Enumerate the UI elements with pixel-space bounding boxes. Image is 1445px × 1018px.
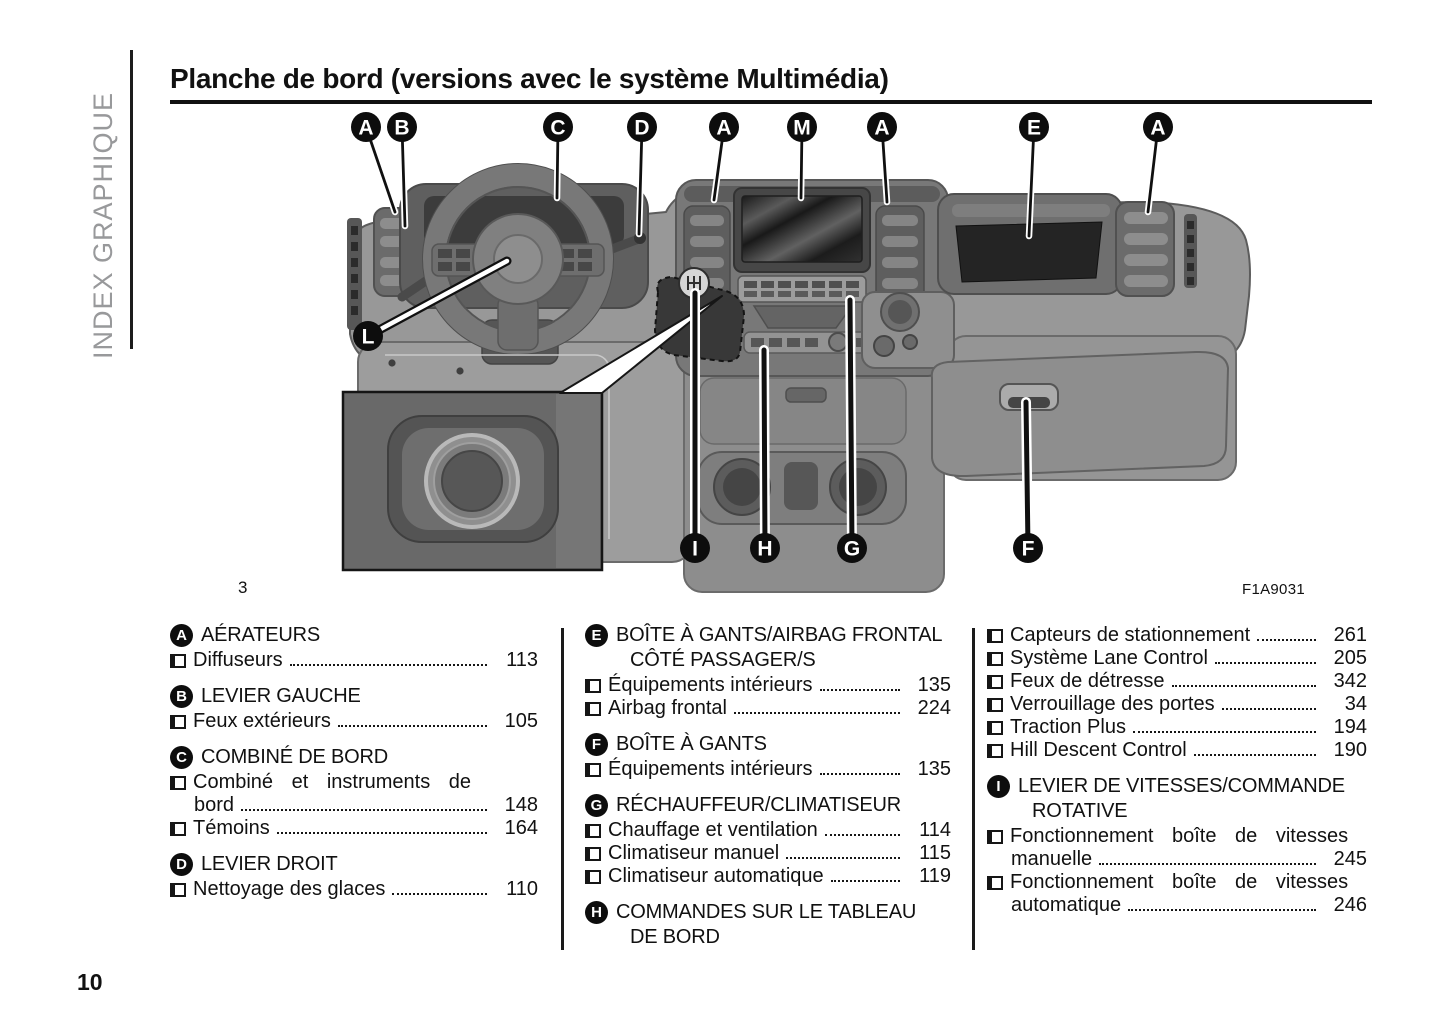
list-bullet-icon	[170, 654, 186, 668]
entry-page-number: 135	[917, 758, 951, 780]
entry-label: Hill Descent Control	[1010, 739, 1187, 761]
index-section-header	[585, 733, 951, 756]
list-bullet-icon	[987, 629, 1003, 643]
callout-badge-c: C	[170, 746, 193, 769]
svg-text:A: A	[874, 116, 890, 140]
index-block	[585, 733, 951, 781]
index-block	[170, 853, 538, 901]
svg-text:F: F	[1021, 537, 1035, 561]
index-entry	[585, 865, 951, 888]
section-title-continued: ROTATIVE	[1032, 800, 1128, 822]
dot-leader	[1215, 662, 1316, 664]
list-bullet-icon	[987, 830, 1003, 844]
entry-label: Équipements intérieurs	[608, 758, 813, 780]
callout-c	[543, 112, 573, 142]
callout-a	[867, 112, 897, 142]
glovebox-door	[932, 352, 1228, 476]
entry-page-number: 190	[1333, 739, 1367, 761]
index-entry	[585, 674, 951, 697]
index-entry	[987, 647, 1367, 670]
callout-i	[680, 533, 710, 563]
svg-text:A: A	[716, 116, 732, 140]
list-bullet-icon	[987, 876, 1003, 890]
list-bullet-icon	[987, 721, 1003, 735]
list-bullet-icon	[987, 652, 1003, 666]
entry-label: bord	[194, 794, 235, 816]
entry-label: Feux de détresse	[1010, 670, 1165, 692]
index-entry	[987, 848, 1367, 871]
entry-page-number: 205	[1333, 647, 1367, 669]
section-title: AÉRATEURS	[201, 624, 320, 646]
dot-leader	[392, 893, 487, 895]
svg-text:D: D	[634, 116, 650, 140]
entry-label: Traction Plus	[1010, 716, 1126, 738]
svg-text:B: B	[394, 116, 410, 140]
dot-leader	[241, 809, 487, 811]
index-column-2	[585, 624, 951, 951]
index-block	[987, 624, 1367, 762]
list-bullet-icon	[987, 698, 1003, 712]
index-entry	[585, 758, 951, 781]
entry-page-number: 246	[1333, 894, 1367, 916]
list-bullet-icon	[170, 776, 186, 790]
entry-label: Combiné et instruments de	[193, 771, 472, 793]
index-entry	[987, 825, 1367, 848]
entry-page-number: 148	[504, 794, 538, 816]
dot-leader	[1099, 863, 1316, 865]
column-divider-2	[972, 628, 975, 950]
svg-text:G: G	[843, 537, 861, 561]
index-column-3	[987, 624, 1367, 917]
entry-label: Équipements intérieurs	[608, 674, 813, 696]
index-section-header	[170, 853, 538, 876]
index-entry	[987, 693, 1367, 716]
dot-leader	[338, 725, 487, 727]
index-section-header	[585, 794, 951, 817]
index-entry	[987, 716, 1367, 739]
section-title: COMBINÉ DE BORD	[201, 746, 389, 768]
section-title: LEVIER GAUCHE	[201, 685, 361, 707]
dot-leader	[786, 857, 900, 859]
list-bullet-icon	[585, 824, 601, 838]
callout-badge-b: B	[170, 685, 193, 708]
entry-page-number: 224	[917, 697, 951, 719]
svg-text:H: H	[757, 537, 773, 561]
dot-leader	[734, 712, 900, 714]
entry-label: Capteurs de stationnement	[1010, 624, 1251, 646]
dot-leader	[277, 832, 487, 834]
list-bullet-icon	[585, 870, 601, 884]
index-entry	[170, 817, 538, 840]
svg-text:I: I	[692, 537, 698, 561]
svg-text:C: C	[550, 116, 566, 140]
dot-leader	[1128, 909, 1316, 911]
index-entry	[170, 710, 538, 733]
index-block	[585, 901, 951, 949]
dot-leader	[831, 880, 900, 882]
entry-label: Système Lane Control	[1010, 647, 1208, 669]
index-block	[987, 775, 1367, 917]
callout-h	[750, 533, 780, 563]
entry-page-number: 34	[1344, 693, 1367, 715]
entry-page-number: 114	[919, 819, 951, 841]
callout-a	[709, 112, 739, 142]
list-bullet-icon	[585, 847, 601, 861]
list-bullet-icon	[585, 763, 601, 777]
index-entry	[585, 842, 951, 865]
list-bullet-icon	[585, 702, 601, 716]
entry-page-number: 261	[1333, 624, 1367, 646]
list-bullet-icon	[170, 883, 186, 897]
callout-g	[837, 533, 867, 563]
index-entry	[170, 794, 538, 817]
callout-f	[1013, 533, 1043, 563]
index-entry	[585, 697, 951, 720]
dashboard-diagram	[330, 95, 1280, 595]
svg-text:A: A	[358, 116, 374, 140]
callout-badge-i: I	[987, 775, 1010, 798]
list-bullet-icon	[585, 679, 601, 693]
section-title: COMMANDES SUR LE TABLEAU	[616, 901, 917, 923]
entry-label: Nettoyage des glaces	[193, 878, 386, 900]
entry-page-number: 194	[1333, 716, 1367, 738]
svg-text:E: E	[1026, 116, 1042, 140]
list-bullet-icon	[170, 822, 186, 836]
entry-page-number: 342	[1333, 670, 1367, 692]
callout-l	[353, 321, 383, 351]
dot-leader	[1194, 754, 1316, 756]
list-bullet-icon	[987, 744, 1003, 758]
entry-page-number: 245	[1333, 848, 1367, 870]
callout-badge-e: E	[585, 624, 608, 647]
entry-label: automatique	[1011, 894, 1122, 916]
entry-label: Verrouillage des portes	[1010, 693, 1215, 715]
callout-badge-h: H	[585, 901, 608, 924]
dot-leader	[1133, 731, 1316, 733]
cup-holder-module	[862, 292, 954, 368]
index-block	[585, 794, 951, 888]
entry-label: Fonctionnement boîte de vitesses	[1010, 871, 1349, 893]
svg-text:M: M	[793, 116, 811, 140]
callout-badge-a: A	[170, 624, 193, 647]
entry-page-number: 110	[506, 878, 538, 900]
index-entry	[987, 624, 1367, 647]
callout-badge-d: D	[170, 853, 193, 876]
entry-label: Chauffage et ventilation	[608, 819, 818, 841]
entry-label: Témoins	[193, 817, 270, 839]
entry-label: manuelle	[1011, 848, 1093, 870]
entry-page-number: 119	[919, 865, 951, 887]
index-block	[585, 624, 951, 720]
dot-leader	[825, 834, 900, 836]
dot-leader	[290, 664, 487, 666]
entry-label: Climatiseur manuel	[608, 842, 780, 864]
index-section-header	[170, 746, 538, 769]
sidebar-vertical-label: INDEX GRAPHIQUE	[88, 91, 118, 359]
section-title: RÉCHAUFFEUR/CLIMATISEUR	[616, 794, 902, 816]
right-air-vent	[1116, 202, 1197, 296]
callout-d	[627, 112, 657, 142]
section-title: LEVIER DROIT	[201, 853, 338, 875]
index-section-header	[170, 624, 538, 647]
entry-page-number: 164	[504, 817, 538, 839]
figure-code: F1A9031	[1242, 581, 1305, 598]
dot-leader	[1257, 639, 1316, 641]
svg-text:A: A	[1150, 116, 1166, 140]
section-title-continued: CÔTÉ PASSAGER/S	[630, 649, 816, 671]
index-section-header	[170, 685, 538, 708]
page-title: Planche de bord (versions avec le système Multimédia)	[170, 64, 1372, 104]
callout-m	[787, 112, 817, 142]
list-bullet-icon	[987, 675, 1003, 689]
rotary-knob	[442, 451, 502, 511]
dot-leader	[1222, 708, 1316, 710]
entry-label: Airbag frontal	[608, 697, 727, 719]
console-cup-holders	[698, 378, 906, 524]
entry-page-number: 105	[504, 710, 538, 732]
callout-badge-g: G	[585, 794, 608, 817]
entry-page-number: 113	[506, 649, 538, 671]
dot-leader	[820, 689, 900, 691]
callout-badge-f: F	[585, 733, 608, 756]
callout-a	[351, 112, 381, 142]
page-number: 10	[77, 969, 103, 995]
index-entry	[170, 878, 538, 901]
index-block	[170, 746, 538, 840]
callout-b	[387, 112, 417, 142]
index-entry	[987, 894, 1367, 917]
dot-leader	[1172, 685, 1316, 687]
column-divider-1	[561, 628, 564, 950]
callout-a	[1143, 112, 1173, 142]
index-entry	[987, 871, 1367, 894]
section-title-continued: DE BORD	[630, 926, 720, 948]
entry-label: Feux extérieurs	[193, 710, 331, 732]
section-title: LEVIER DE VITESSES/COMMANDE	[1018, 775, 1345, 797]
entry-label: Climatiseur automatique	[608, 865, 824, 887]
index-block	[170, 624, 538, 672]
section-title: BOÎTE À GANTS/AIRBAG FRONTAL	[616, 624, 943, 646]
entry-page-number: 115	[919, 842, 951, 864]
figure-number: 3	[238, 578, 248, 597]
list-bullet-icon	[170, 715, 186, 729]
index-entry	[170, 649, 538, 672]
index-entry	[987, 739, 1367, 762]
index-column-1	[170, 624, 538, 901]
left-side-vent-strip	[347, 218, 362, 330]
index-block	[170, 685, 538, 733]
index-section-header	[585, 901, 951, 924]
svg-text:L: L	[361, 325, 375, 349]
index-entry	[170, 771, 538, 794]
entry-label: Fonctionnement boîte de vitesses	[1010, 825, 1349, 847]
index-entry	[585, 819, 951, 842]
dot-leader	[820, 773, 900, 775]
section-title: BOÎTE À GANTS	[616, 733, 767, 755]
index-entry	[987, 670, 1367, 693]
callout-e	[1019, 112, 1049, 142]
entry-page-number: 135	[917, 674, 951, 696]
entry-label: Diffuseurs	[193, 649, 283, 671]
sidebar-rule	[130, 50, 133, 349]
index-section-header	[987, 775, 1367, 798]
index-section-header	[585, 624, 951, 647]
